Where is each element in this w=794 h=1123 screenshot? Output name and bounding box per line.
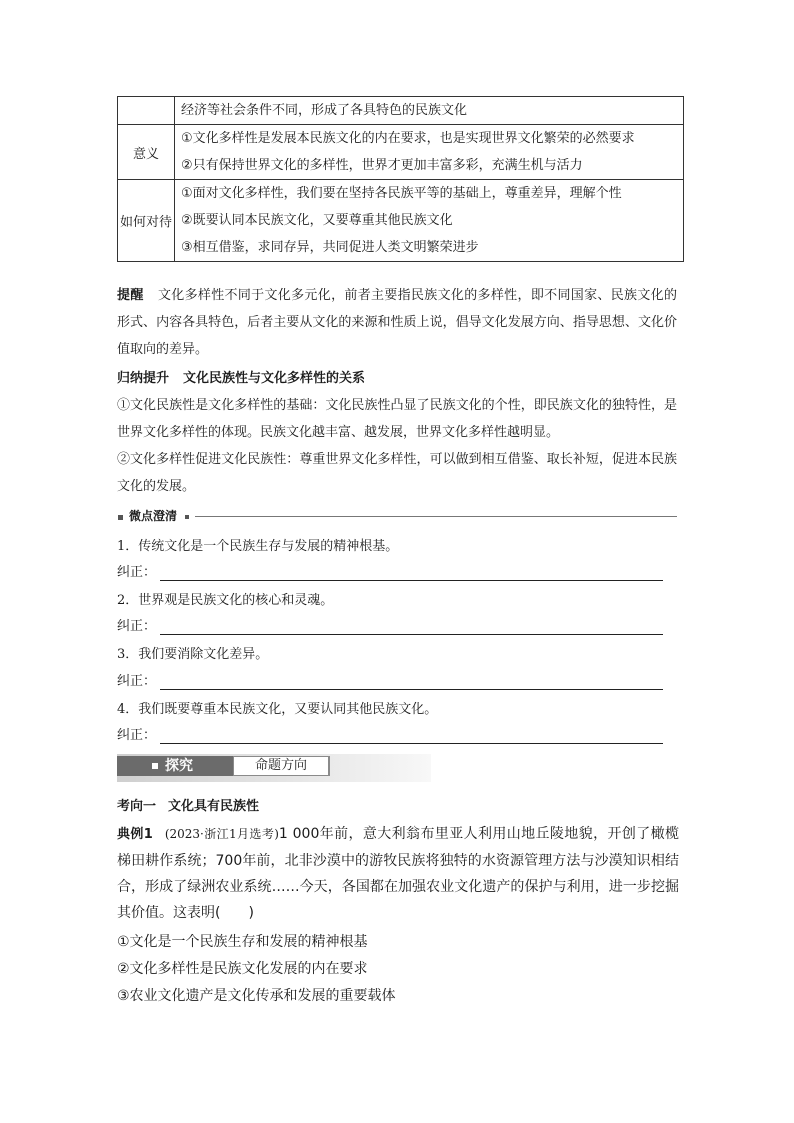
table-row bbox=[118, 125, 684, 180]
example-text: 1 000年前，意大利翁布里亚人利用山地丘陵地貌，开创了橄榄梯田耕作系统；700年前，北非沙漠中的游牧民族将独特的水资源管理方法与沙漠知识相结合，形成了绿洲农业系统……今天，各国都在加强农业文化遗产的保护与利用，进一步挖掘其价值。这表明( ) bbox=[117, 826, 680, 921]
question-2: 2．世界观是民族文化的核心和灵魂。 bbox=[117, 593, 334, 608]
answer-line bbox=[160, 743, 663, 744]
correction-label: 纠正： bbox=[117, 565, 157, 580]
table-line: ①面对文化多样性，我们要在坚持各民族平等的基础上，尊重差异，理解个性 bbox=[181, 186, 622, 201]
row-header: 意义 bbox=[118, 125, 175, 180]
summary-label: 归纳提升 bbox=[117, 371, 170, 386]
row-content bbox=[175, 180, 684, 262]
square-bullet-icon bbox=[118, 515, 123, 520]
direction-title: 文化具有民族性 bbox=[168, 799, 260, 814]
correction-field-1[interactable] bbox=[117, 563, 663, 583]
correction-field-4[interactable] bbox=[117, 726, 663, 746]
section-divider bbox=[117, 510, 677, 524]
tab-explore-label: 探究 bbox=[165, 758, 193, 774]
question-4: 4．我们既要尊重本民族文化，又要认同其他民族文化。 bbox=[117, 702, 438, 717]
table-line: 经济等社会条件不同，形成了各具特色的民族文化 bbox=[181, 103, 468, 118]
row-header bbox=[118, 97, 175, 125]
tip-label: 提醒 bbox=[117, 288, 144, 303]
option-1: ①文化是一个民族生存和发展的精神根基 bbox=[117, 934, 368, 950]
table-line: ①文化多样性是发展本民族文化的内在要求，也是实现世界文化繁荣的必然要求 bbox=[181, 131, 635, 146]
tip-paragraph bbox=[117, 282, 677, 363]
divider-line bbox=[195, 516, 677, 517]
tip-text: 文化多样性不同于文化多元化，前者主要指民族文化的多样性，即不同国家、民族文化的形式、内容各具特色，后者主要从文化的来源和性质上说，倡导文化发展方向、指导思想、文化价值取向的差异。 bbox=[117, 288, 677, 357]
summary-heading bbox=[117, 365, 677, 392]
direction-label: 考向一 bbox=[117, 799, 157, 814]
table-line: ②只有保持世界文化的多样性，世界才更加丰富多彩，充满生机与活力 bbox=[181, 158, 583, 173]
tab-direction-label: 命题方向 bbox=[255, 758, 308, 773]
row-header: 如何对待 bbox=[118, 180, 175, 262]
table-row bbox=[118, 97, 684, 125]
correction-field-2[interactable] bbox=[117, 617, 663, 637]
table-line: ③相互借鉴，求同存异，共同促进人类文明繁荣进步 bbox=[181, 240, 479, 255]
answer-line bbox=[160, 580, 663, 581]
option-3: ③农业文化遗产是文化传承和发展的重要载体 bbox=[117, 988, 396, 1004]
row-content bbox=[175, 125, 684, 180]
option-2: ②文化多样性是民族文化发展的内在要求 bbox=[117, 961, 368, 977]
answer-line bbox=[160, 634, 663, 635]
section-title: 微点澄清 bbox=[129, 509, 178, 523]
question-3: 3．我们要消除文化差异。 bbox=[117, 647, 269, 662]
question-1: 1．传统文化是一个民族生存与发展的精神根基。 bbox=[117, 539, 399, 554]
example-source: (2023·浙江1月选考) bbox=[164, 827, 279, 841]
tab-edge bbox=[328, 756, 330, 776]
square-bullet-icon bbox=[185, 515, 189, 519]
square-bullet-icon bbox=[152, 763, 158, 769]
summary-point-2: ②文化多样性促进文化民族性：尊重世界文化多样性，可以做到相互借鉴、取长补短，促进本民族文化的发展。 bbox=[117, 452, 677, 494]
answer-line bbox=[160, 689, 663, 690]
summary-point-1: ①文化民族性是文化多样性的基础：文化民族性凸显了民族文化的个性，即民族文化的独特性，是世界文化多样性的体现。民族文化越丰富、越发展，世界文化多样性越明显。 bbox=[117, 398, 677, 440]
culture-diversity-table bbox=[117, 96, 684, 262]
correction-label: 纠正： bbox=[117, 728, 157, 743]
correction-label: 纠正： bbox=[117, 674, 157, 689]
table-row bbox=[118, 180, 684, 262]
correction-label: 纠正： bbox=[117, 619, 157, 634]
example-label: 典例1 bbox=[117, 827, 153, 842]
row-content bbox=[175, 97, 684, 125]
table-line: ②既要认同本民族文化，又要尊重其他民族文化 bbox=[181, 213, 453, 228]
direction-heading bbox=[117, 797, 259, 817]
example-body bbox=[117, 821, 679, 926]
correction-field-3[interactable] bbox=[117, 672, 663, 692]
summary-title: 文化民族性与文化多样性的关系 bbox=[183, 371, 366, 386]
explore-banner bbox=[117, 754, 431, 782]
